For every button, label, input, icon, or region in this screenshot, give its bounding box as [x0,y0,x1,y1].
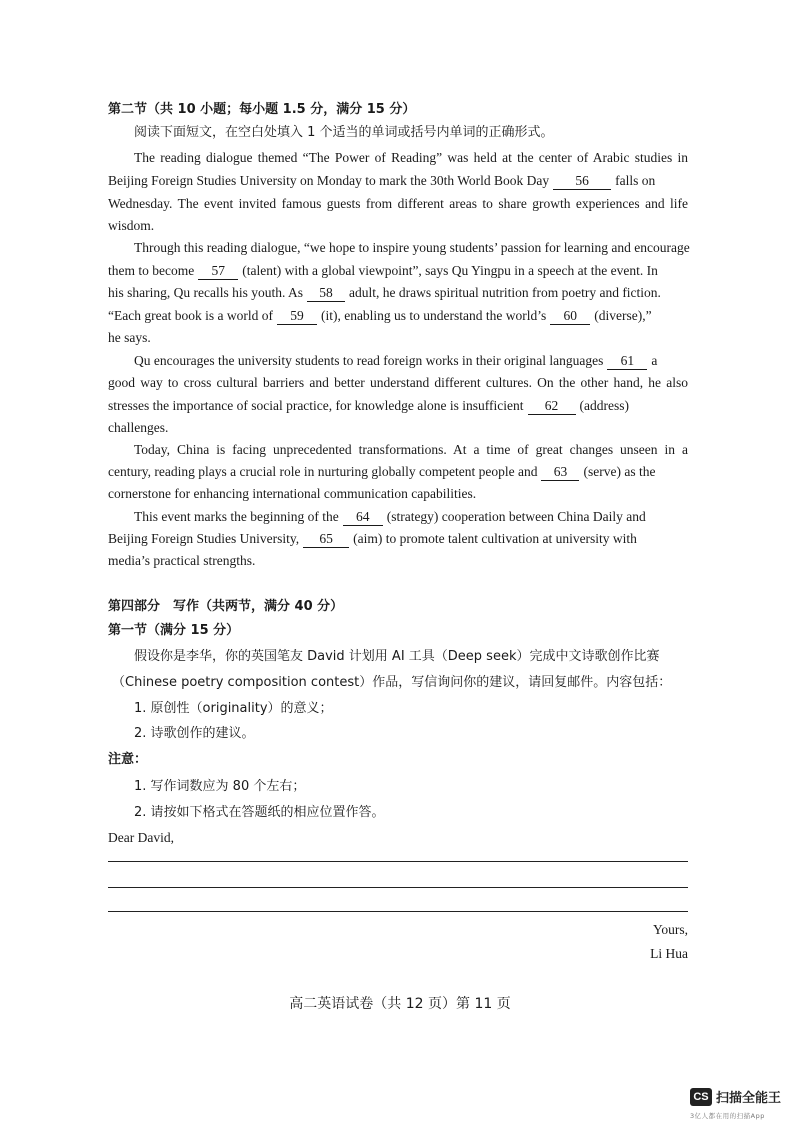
answer-line[interactable] [108,911,688,912]
letter-closing: Yours, [652,922,688,937]
passage-line: he says. [108,330,151,345]
passage-line: Today, China is facing unprecedented transformations. At a time of great changes unseen in a [134,442,688,457]
blank-60[interactable]: 60 [550,308,590,325]
blank-57[interactable]: 57 [198,263,238,280]
answer-line[interactable] [108,861,688,862]
scanner-logo-icon: CS [690,1088,712,1106]
note-2: 2. 请按如下格式在答题纸的相应位置作答。 [134,805,385,820]
passage-line: century, reading plays a crucial role in nurturing globally competent people and 63 (serve) as the [108,464,656,479]
blank-63[interactable]: 63 [541,464,579,481]
writing-point-2: 2. 诗歌创作的建议。 [134,726,255,741]
blank-59[interactable]: 59 [277,308,317,325]
scanner-tagline: 3亿人都在用的扫描App [690,1112,765,1120]
passage-line: Beijing Foreign Studies University on Monday to mark the 30th World Book Day 56 falls on [108,173,656,188]
writing-point-1: 1. 原创性（originality）的意义； [134,701,333,716]
passage-line: media’s practical strengths. [108,553,256,568]
passage-line: Beijing Foreign Studies University, 65 (aim) to promote talent cultivation at university with [108,531,637,546]
blank-56[interactable]: 56 [553,173,611,190]
passage-line: “Each great book is a world of 59 (it), enabling us to understand the world’s 60 (diverse),” [108,308,652,323]
passage-line: stresses the importance of social practice, for knowledge alone is insufficient 62 (address) [108,398,629,413]
passage-line: cornerstone for enhancing international communication capabilities. [108,486,477,501]
blank-65[interactable]: 65 [303,531,349,548]
passage-line: challenges. [108,420,169,435]
passage-line: The reading dialogue themed “The Power of Reading” was held at the center of Arabic studies in [134,150,688,165]
writing-prompt-line: 假设你是李华，你的英国笔友 David 计划用 AI 工具（Deep seek）完成中文诗歌创作比赛 [134,649,660,664]
scanner-app-name: 扫描全能王 [716,1091,782,1106]
notes-label: 注意： [108,752,148,767]
writing-prompt-line: （Chinese poetry composition contest）作品，写信询问你的建议，请回复邮件。内容包括： [112,675,672,690]
part-4-heading: 第四部分 写作（共两节，满分 40 分） [108,599,344,614]
page-footer: 高二英语试卷（共 12 页）第 11 页 [289,996,511,1012]
blank-58[interactable]: 58 [307,285,345,302]
passage-line: good way to cross cultural barriers and better understand different cultures. On the other hand, he also [108,375,688,390]
writing-section-1-heading: 第一节（满分 15 分） [108,623,240,638]
passage-line: his sharing, Qu recalls his youth. As 58 adult, he draws spiritual nutrition from poetry and fiction. [108,285,661,300]
section-2-heading: 第二节（共 10 小题；每小题 1.5 分，满分 15 分） [108,102,416,117]
passage-line: Wednesday. The event invited famous guests from different areas to share growth experiences and life [108,196,688,211]
section-2-instruction: 阅读下面短文，在空白处填入 1 个适当的单词或括号内单词的正确形式。 [134,125,554,140]
letter-signature: Li Hua [650,946,688,961]
blank-62[interactable]: 62 [528,398,576,415]
answer-line[interactable] [108,887,688,888]
passage-line: wisdom. [108,218,155,233]
passage-line: Qu encourages the university students to read foreign works in their original languages 61 a [134,353,658,368]
letter-salutation: Dear David, [108,830,174,845]
passage-line: them to become 57 (talent) with a global viewpoint”, says Qu Yingpu in a speech at the event. In [108,263,658,278]
passage-line: This event marks the beginning of the 64 (strategy) cooperation between China Daily and [134,509,646,524]
blank-61[interactable]: 61 [607,353,647,370]
note-1: 1. 写作词数应为 80 个左右； [134,779,306,794]
passage-line: Through this reading dialogue, “we hope to inspire young students’ passion for learning and encourage [134,240,690,255]
blank-64[interactable]: 64 [343,509,383,526]
